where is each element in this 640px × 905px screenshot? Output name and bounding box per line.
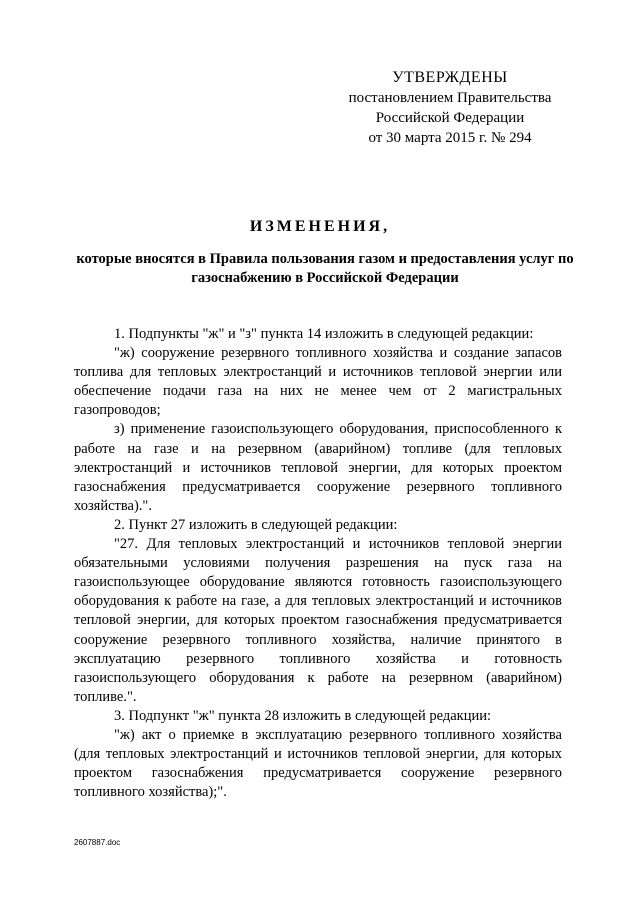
paragraph-subitem-z: з) применение газоиспользующего оборудования, приспособленного к работе на газе и на резервном (аварийном) топливе (для тепловых электростанций и источников тепловой энергии, для которых проектом газоснабжения предусматривается сооружение резервного топливного хозяйства).".	[74, 421, 562, 514]
approval-stamp	[330, 68, 570, 148]
paragraph-item-2: 2. Пункт 27 изложить в следующей редакции:	[114, 516, 398, 533]
paragraph-subitem-zh-28: "ж) акт о приемке в эксплуатацию резервного топливного хозяйства (для тепловых электростанций и источников тепловой энергии, для которых проектом газоснабжения предусматривается сооружение резервного топливного хозяйства);".	[74, 726, 562, 801]
approval-line-1: постановлением Правительства	[348, 90, 552, 106]
document-subtitle: которые вносятся в Правила пользования газом и предоставления услуг по газоснабжению в Российской Федерации	[76, 251, 574, 286]
document-body	[74, 325, 562, 802]
approval-heading: УТВЕРЖДЕНЫ	[392, 69, 508, 86]
document-title: ИЗМЕНЕНИЯ,	[249, 218, 391, 235]
paragraph-item-1: 1. Подпункты "ж" и "з" пункта 14 изложить в следующей редакции:	[114, 326, 534, 342]
paragraph-item-27: "27. Для тепловых электростанций и источников тепловой энергии обязательными условиями получения разрешения на пуск газа на газоиспользующее оборудование являются готовность газоиспользующего оборудования к работе на газе, а для тепловых электростанций и источников тепловой энергии, для которых проектом газоснабжения предусматривается сооружение резервного топливного хозяйства, наличие принятого в эксплуатацию резервного топливного хозяйства и готовность газоиспользующего оборудования к работе на резервном (аварийном) топливе.".	[74, 536, 562, 705]
paragraph-item-3: 3. Подпункт "ж" пункта 28 изложить в следующей редакции:	[114, 707, 492, 724]
file-name-footer: 2607887.doc	[74, 838, 121, 847]
approval-line-2: Российской Федерации	[375, 110, 525, 126]
approval-line-3: от 30 марта 2015 г. № 294	[368, 130, 532, 146]
paragraph-subitem-zh: "ж) сооружение резервного топливного хозяйства и создание запасов топлива для тепловых электростанций и источников тепловой энергии или обеспечение подачи газа на них не менее чем от 2 магистральных газопроводов;	[74, 345, 562, 419]
